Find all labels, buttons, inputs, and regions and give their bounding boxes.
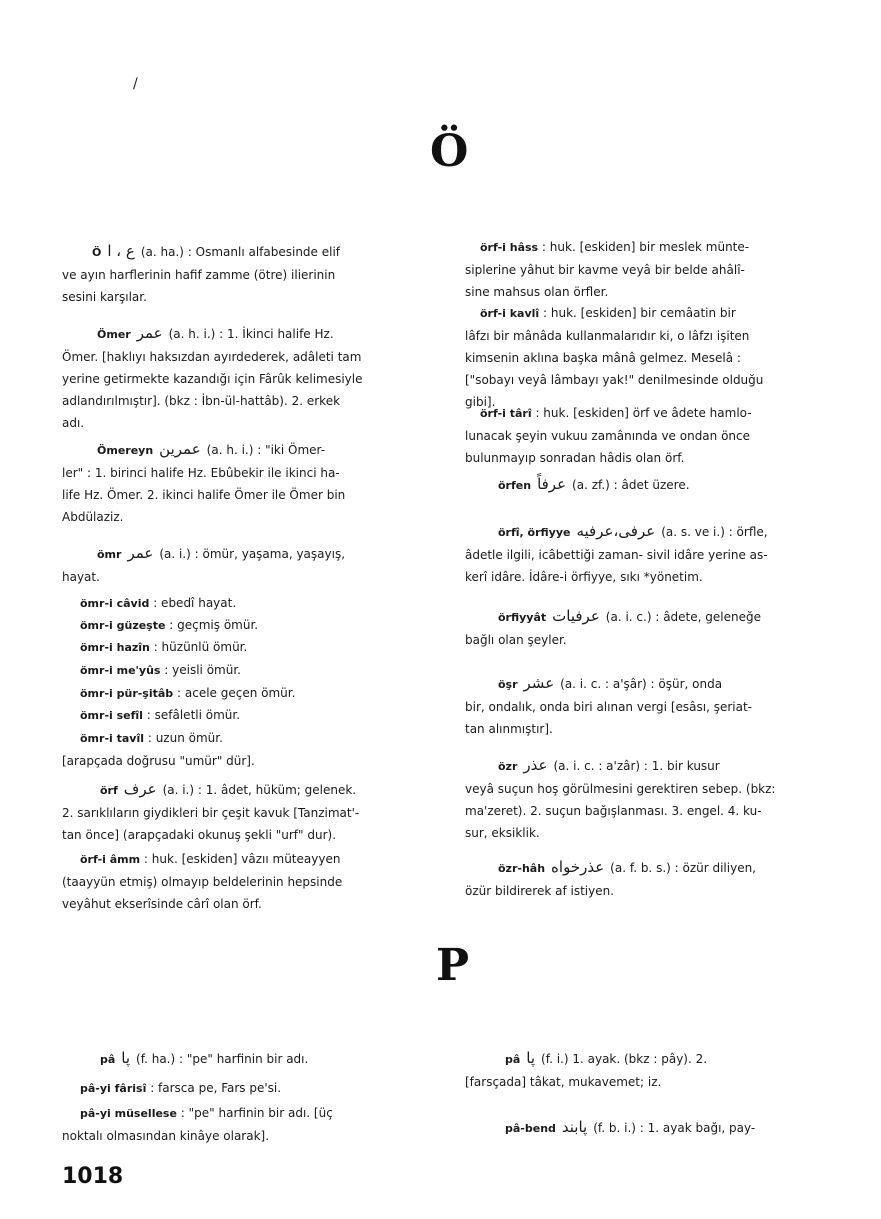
entry-headword: örfiyyât (498, 611, 547, 624)
entry-definition: (f. ha.) : "pe" harfinin bir adı. (136, 1052, 309, 1066)
entry-definition: : acele geçen ömür. (177, 686, 296, 700)
entry-continuation-line: âdetle ilgili, icâbettiği zaman- sivil idâre yerine as- (465, 548, 768, 562)
entry-continuation-line: sesini karşılar. (62, 290, 147, 304)
entry-continuation-line: kerî idâre. İdâre-i örfiyye, sıkı *yönetim. (465, 570, 703, 584)
entry-continuation-line: ["sobayı veyâ lâmbayı yak!" denilmesinde olduğu (465, 373, 764, 387)
entry-continuation-line: veyâ suçun hoş görülmesini gerektiren sebep. (bkz: (465, 782, 776, 796)
entry-headword: ömr (97, 548, 122, 561)
dictionary-entry (62, 438, 436, 528)
entry-definition: : huk. [eskiden] bir cemâatin bir (543, 306, 736, 320)
entry-headword: ömr-i hazîn (80, 641, 150, 654)
dictionary-entry (62, 704, 436, 727)
entry-continuation-line: [farsçada] tâkat, mukavemet; iz. (465, 1075, 662, 1089)
entry-arabic-script: عذر (523, 756, 548, 774)
dictionary-entry (62, 614, 436, 637)
entry-headword: ömr-i güzeşte (80, 619, 166, 632)
entry-arabic-script: پابند (561, 1118, 588, 1136)
dictionary-entry (62, 322, 436, 434)
entry-continuation-line: (taayyün etmiş) olmayıp beldelerinin hepsinde (62, 875, 343, 889)
entry-continuation-line: tan önce] (arapçadaki okunuş şekli "urf" dur). (62, 828, 337, 842)
entry-continuation-line: lunacak şeyin vukuu zamânında ve ondan önce (465, 429, 751, 443)
entry-headword: pâ-bend (505, 1122, 556, 1135)
dictionary-entry (465, 605, 843, 651)
entry-headword: ömr-i pür-şitâb (80, 687, 174, 700)
entry-headword: örf (100, 784, 118, 797)
entry-arabic-script: عشر (523, 674, 555, 692)
entry-headword: pâ-yi müsellese (80, 1107, 177, 1120)
entry-continuation-line: 2. sarıklıların giydikleri bir çeşit kavuk [Tanzimat'- (62, 806, 360, 820)
entry-continuation-line: veyâhut ekserîsinde cârî olan örf. (62, 897, 262, 911)
entry-definition: : farsca pe, Fars pe'si. (150, 1081, 282, 1095)
entry-headword: örf-i hâss (480, 241, 539, 254)
dictionary-entry (465, 1116, 843, 1140)
entry-arabic-script: عرفى،عرفيه (576, 522, 656, 540)
dictionary-entry (62, 240, 436, 308)
dictionary-entry (465, 520, 843, 588)
dictionary-entry (62, 848, 436, 915)
dictionary-entry (62, 1047, 436, 1071)
entry-headword: pâ (505, 1053, 521, 1066)
entry-definition: (a. i. c.) : âdete, geleneğe (605, 610, 761, 624)
entry-arabic-script: عمرين (159, 440, 201, 458)
entry-continuation-line: özür bildirerek af istiyen. (465, 884, 615, 898)
entry-headword: örfî, örfiyye (498, 526, 571, 539)
dictionary-entry (62, 1102, 436, 1147)
entry-headword: Ömer (97, 328, 131, 341)
dictionary-entry (62, 592, 436, 615)
entry-definition: (a. i. c. : a'zâr) : 1. bir kusur (553, 759, 720, 773)
entry-continuation-line: ma'zeret). 2. suçun bağışlanması. 3. engel. 4. ku- (465, 804, 762, 818)
entry-headword: pâ-yi fârisî (80, 1082, 147, 1095)
entry-arabic-script: عرفاً (537, 475, 567, 493)
entry-headword: pâ (100, 1053, 116, 1066)
entry-definition: (f. i.) 1. ayak. (bkz : pây). 2. (541, 1052, 708, 1066)
entry-definition: : ebedî hayat. (153, 596, 237, 610)
entry-headword: özr-hâh (498, 862, 546, 875)
dictionary-entry (465, 473, 843, 497)
entry-continuation-line: Abdülaziz. (62, 510, 124, 524)
dictionary-entry (62, 778, 436, 846)
entry-continuation-line: kimsenin aklına başka mânâ gelmez. Meselâ : (465, 351, 741, 365)
entry-continuation-line: gibi]. (465, 395, 496, 409)
entry-arabic-script: پا (526, 1049, 536, 1067)
entry-definition: (a. ha.) : Osmanlı alfabesinde elif (140, 245, 341, 259)
entry-definition: (f. b. i.) : 1. ayak bağı, pay- (593, 1121, 756, 1135)
entry-continuation-line: sur, eksiklik. (465, 826, 540, 840)
entry-continuation-line: siplerine yâhut bir kavme veyâ bir belde ahâlî- (465, 263, 745, 277)
entry-continuation-line: ve ayın harflerinin hafif zamme (ötre) ilierinin (62, 268, 336, 282)
entry-definition: : "pe" harfinin bir adı. [üç (180, 1106, 333, 1120)
dictionary-entry (465, 672, 843, 740)
entry-continuation-line: life Hz. Ömer. 2. ikinci halife Ömer ile Ömer bin (62, 488, 346, 502)
entry-definition: (a. zf.) : âdet üzere. (572, 478, 690, 492)
entry-arabic-script: عرفيات (552, 607, 600, 625)
entry-definition: (a. h. i.) : 1. İkinci halife Hz. (168, 327, 334, 341)
dictionary-entry (62, 1077, 436, 1100)
entry-definition: : hüzünlü ömür. (153, 640, 248, 654)
entry-headword: örfen (498, 479, 532, 492)
entry-continuation-line: bulunmayıp sonradan hâdis olan örf. (465, 451, 685, 465)
dictionary-entry (62, 636, 436, 659)
dictionary-entry (62, 682, 436, 705)
dictionary-entry (465, 1047, 843, 1093)
entry-continuation-line: bir, ondalık, onda biri alınan vergi [esâsı, şeriat- (465, 700, 752, 714)
entry-definition: : geçmiş ömür. (169, 618, 259, 632)
entry-continuation-line: tan alınmıştır]. (465, 722, 553, 736)
dictionary-entry (62, 542, 436, 588)
entry-headword: örf-i târî (480, 407, 532, 420)
entry-headword: örf-i kavlî (480, 307, 540, 320)
entry-continuation-line: sine mahsus olan örfler. (465, 285, 609, 299)
entry-definition: (a. i.) : ömür, yaşama, yaşayış, (159, 547, 346, 561)
entry-continuation-line: adlandırılmıştır]. (bkz : İbn-ül-hattâb). 2. erkek (62, 394, 341, 408)
entry-definition: (a. i. c. : a'şâr) : öşür, onda (560, 677, 723, 691)
dictionary-entry (465, 754, 843, 844)
entry-headword: Ömereyn (97, 444, 154, 457)
entry-continuation-line: ler" : 1. birinci halife Hz. Ebûbekir ile ikinci ha- (62, 466, 340, 480)
entry-definition: (a. h. i.) : "iki Ömer- (206, 443, 326, 457)
entry-definition: : huk. [eskiden] bir meslek münte- (541, 240, 750, 254)
entry-headword: ömr-i sefîl (80, 709, 143, 722)
entry-headword: ömr-i tavîl (80, 732, 145, 745)
entry-arabic-script: ع ، ا (107, 242, 135, 260)
entry-definition: : huk. [eskiden] örf ve âdete hamlo- (535, 406, 752, 420)
entry-arabic-script: عذرخواه (551, 858, 605, 876)
entry-definition: (a. f. b. s.) : özür diliyen, (610, 861, 756, 875)
entry-headword: ömr-i me'yûs (80, 664, 161, 677)
entry-continuation-line: adı. (62, 416, 85, 430)
dictionary-entry (62, 659, 436, 682)
entry-continuation-line: Ömer. [haklıyı haksızdan ayırdederek, adâleti tam (62, 350, 362, 364)
dictionary-entry (465, 302, 843, 413)
entry-headword: ömr-i câvid (80, 597, 150, 610)
entry-continuation-line: bağlı olan şeyler. (465, 633, 567, 647)
entry-arabic-script: پا (121, 1049, 131, 1067)
dictionary-entry (465, 236, 843, 303)
entry-definition: : sefâletli ömür. (146, 708, 241, 722)
entry-continuation-line: noktalı olmasından kinâye olarak]. (62, 1129, 270, 1143)
entry-arabic-script: عرف (123, 780, 157, 798)
entry-headword: öşr (498, 678, 518, 691)
entry-headword: örf-i âmm (80, 853, 141, 866)
entry-continuation-line: yerine getirmekte kazandığı için Fârûk kelimesiyle (62, 372, 363, 386)
entry-definition: (a. i.) : 1. âdet, hüküm; gelenek. (162, 783, 357, 797)
entry-continuation-line: hayat. (62, 570, 100, 584)
entry-definition: : uzun ömür. (147, 731, 223, 745)
entry-headword: özr (498, 760, 518, 773)
entry-headword: Ö (92, 246, 102, 259)
entry-definition: : huk. [eskiden] vâzıı müteayyen (143, 852, 341, 866)
entry-continuation-line: [arapçada doğrusu "umür" dür]. (62, 754, 255, 768)
entry-continuation-line: lâfzı bir mânâda kullanmalarıdır ki, o lâfzı işiten (465, 329, 750, 343)
pen-stroke-mark: / (133, 76, 138, 92)
dictionary-entry (465, 402, 843, 469)
entry-definition: (a. s. ve i.) : örfle, (661, 525, 768, 539)
dictionary-entry (62, 727, 436, 772)
entry-arabic-script: عمر (127, 544, 154, 562)
section-letter-o: Ö (430, 126, 469, 177)
dictionary-entry (465, 856, 843, 902)
entry-arabic-script: عمر (136, 324, 163, 342)
page-number: 1018 (62, 1164, 124, 1189)
section-letter-p: P (436, 940, 470, 991)
entry-definition: : yeisli ömür. (164, 663, 241, 677)
